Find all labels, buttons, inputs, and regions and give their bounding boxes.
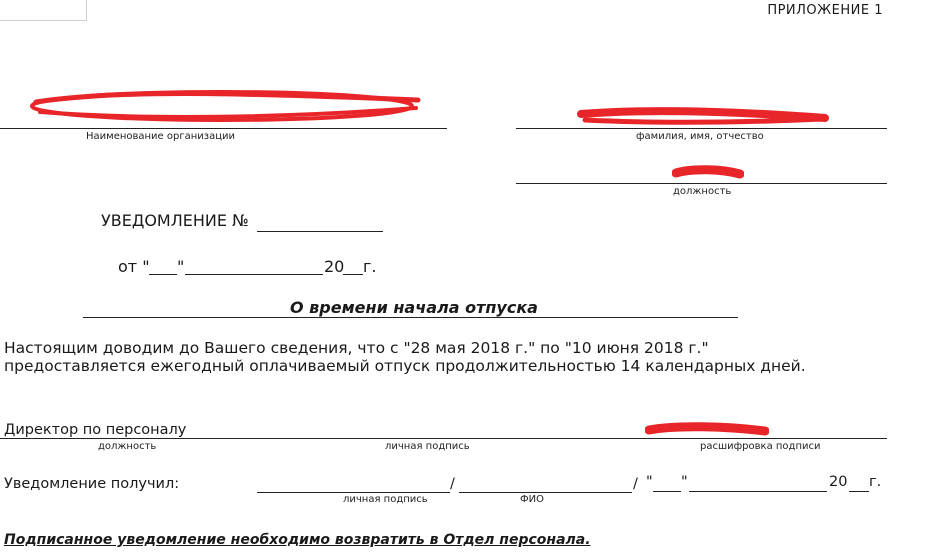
director-position: Директор по персоналу [4,422,187,438]
organization-caption: Наименование организации [86,131,236,142]
signature-line [0,438,887,439]
received-year: 20 [829,474,848,490]
received-quote-close: " [681,474,688,490]
notice-month-field[interactable] [185,274,323,275]
received-year-suffix: г. [869,474,882,490]
notice-number-field[interactable] [257,231,383,232]
position-redaction [672,164,744,182]
received-month-field[interactable] [689,491,827,492]
fio-redaction [575,106,833,128]
received-signature-caption: личная подпись [343,494,428,505]
body-line-1: Настоящим доводим до Вашего сведения, что с "28 мая 2018 г." по "10 июня 2018 г." [4,339,709,357]
footer-note: Подписанное уведомление необходимо возвратить в Отдел персонала. [4,532,591,548]
director-position-caption: должность [98,441,157,452]
body-line-2: предоставляется ежегодный оплачиваемый отпуск продолжительностью 14 календарных дней. [4,357,806,375]
subject-line [83,317,738,318]
spreadsheet-cell-border [0,0,87,21]
director-name-redaction [645,422,769,438]
received-day-field[interactable] [653,491,681,492]
notice-date-prefix: от " [118,257,150,276]
notice-subject: О времени начала отпуска [290,298,538,317]
fio-line [516,128,887,129]
director-decoding-caption: расшифровка подписи [700,441,821,452]
position-caption: должность [673,186,732,197]
fio-caption: фамилия, имя, отчество [636,131,764,142]
appendix-label: ПРИЛОЖЕНИЕ 1 [767,3,883,18]
position-line [516,183,887,184]
notice-year-field[interactable] [343,274,363,275]
received-signature-field[interactable] [257,492,450,493]
received-label: Уведомление получил: [4,476,180,492]
received-slash-2: / [633,476,638,492]
notice-date-year: 20 [324,257,345,276]
organization-line [0,128,447,129]
received-year-field[interactable] [849,491,869,492]
received-fio-field[interactable] [459,492,632,493]
director-signature-caption: личная подпись [385,441,470,452]
notice-date-quote-close: " [177,257,185,276]
received-slash-1: / [450,476,455,492]
received-quote-open: " [646,474,653,490]
notice-title: УВЕДОМЛЕНИЕ № [101,211,249,230]
notice-date-suffix: г. [363,257,377,276]
notice-day-field[interactable] [149,274,177,275]
organization-redaction [26,84,426,128]
received-fio-caption: ФИО [520,494,544,505]
